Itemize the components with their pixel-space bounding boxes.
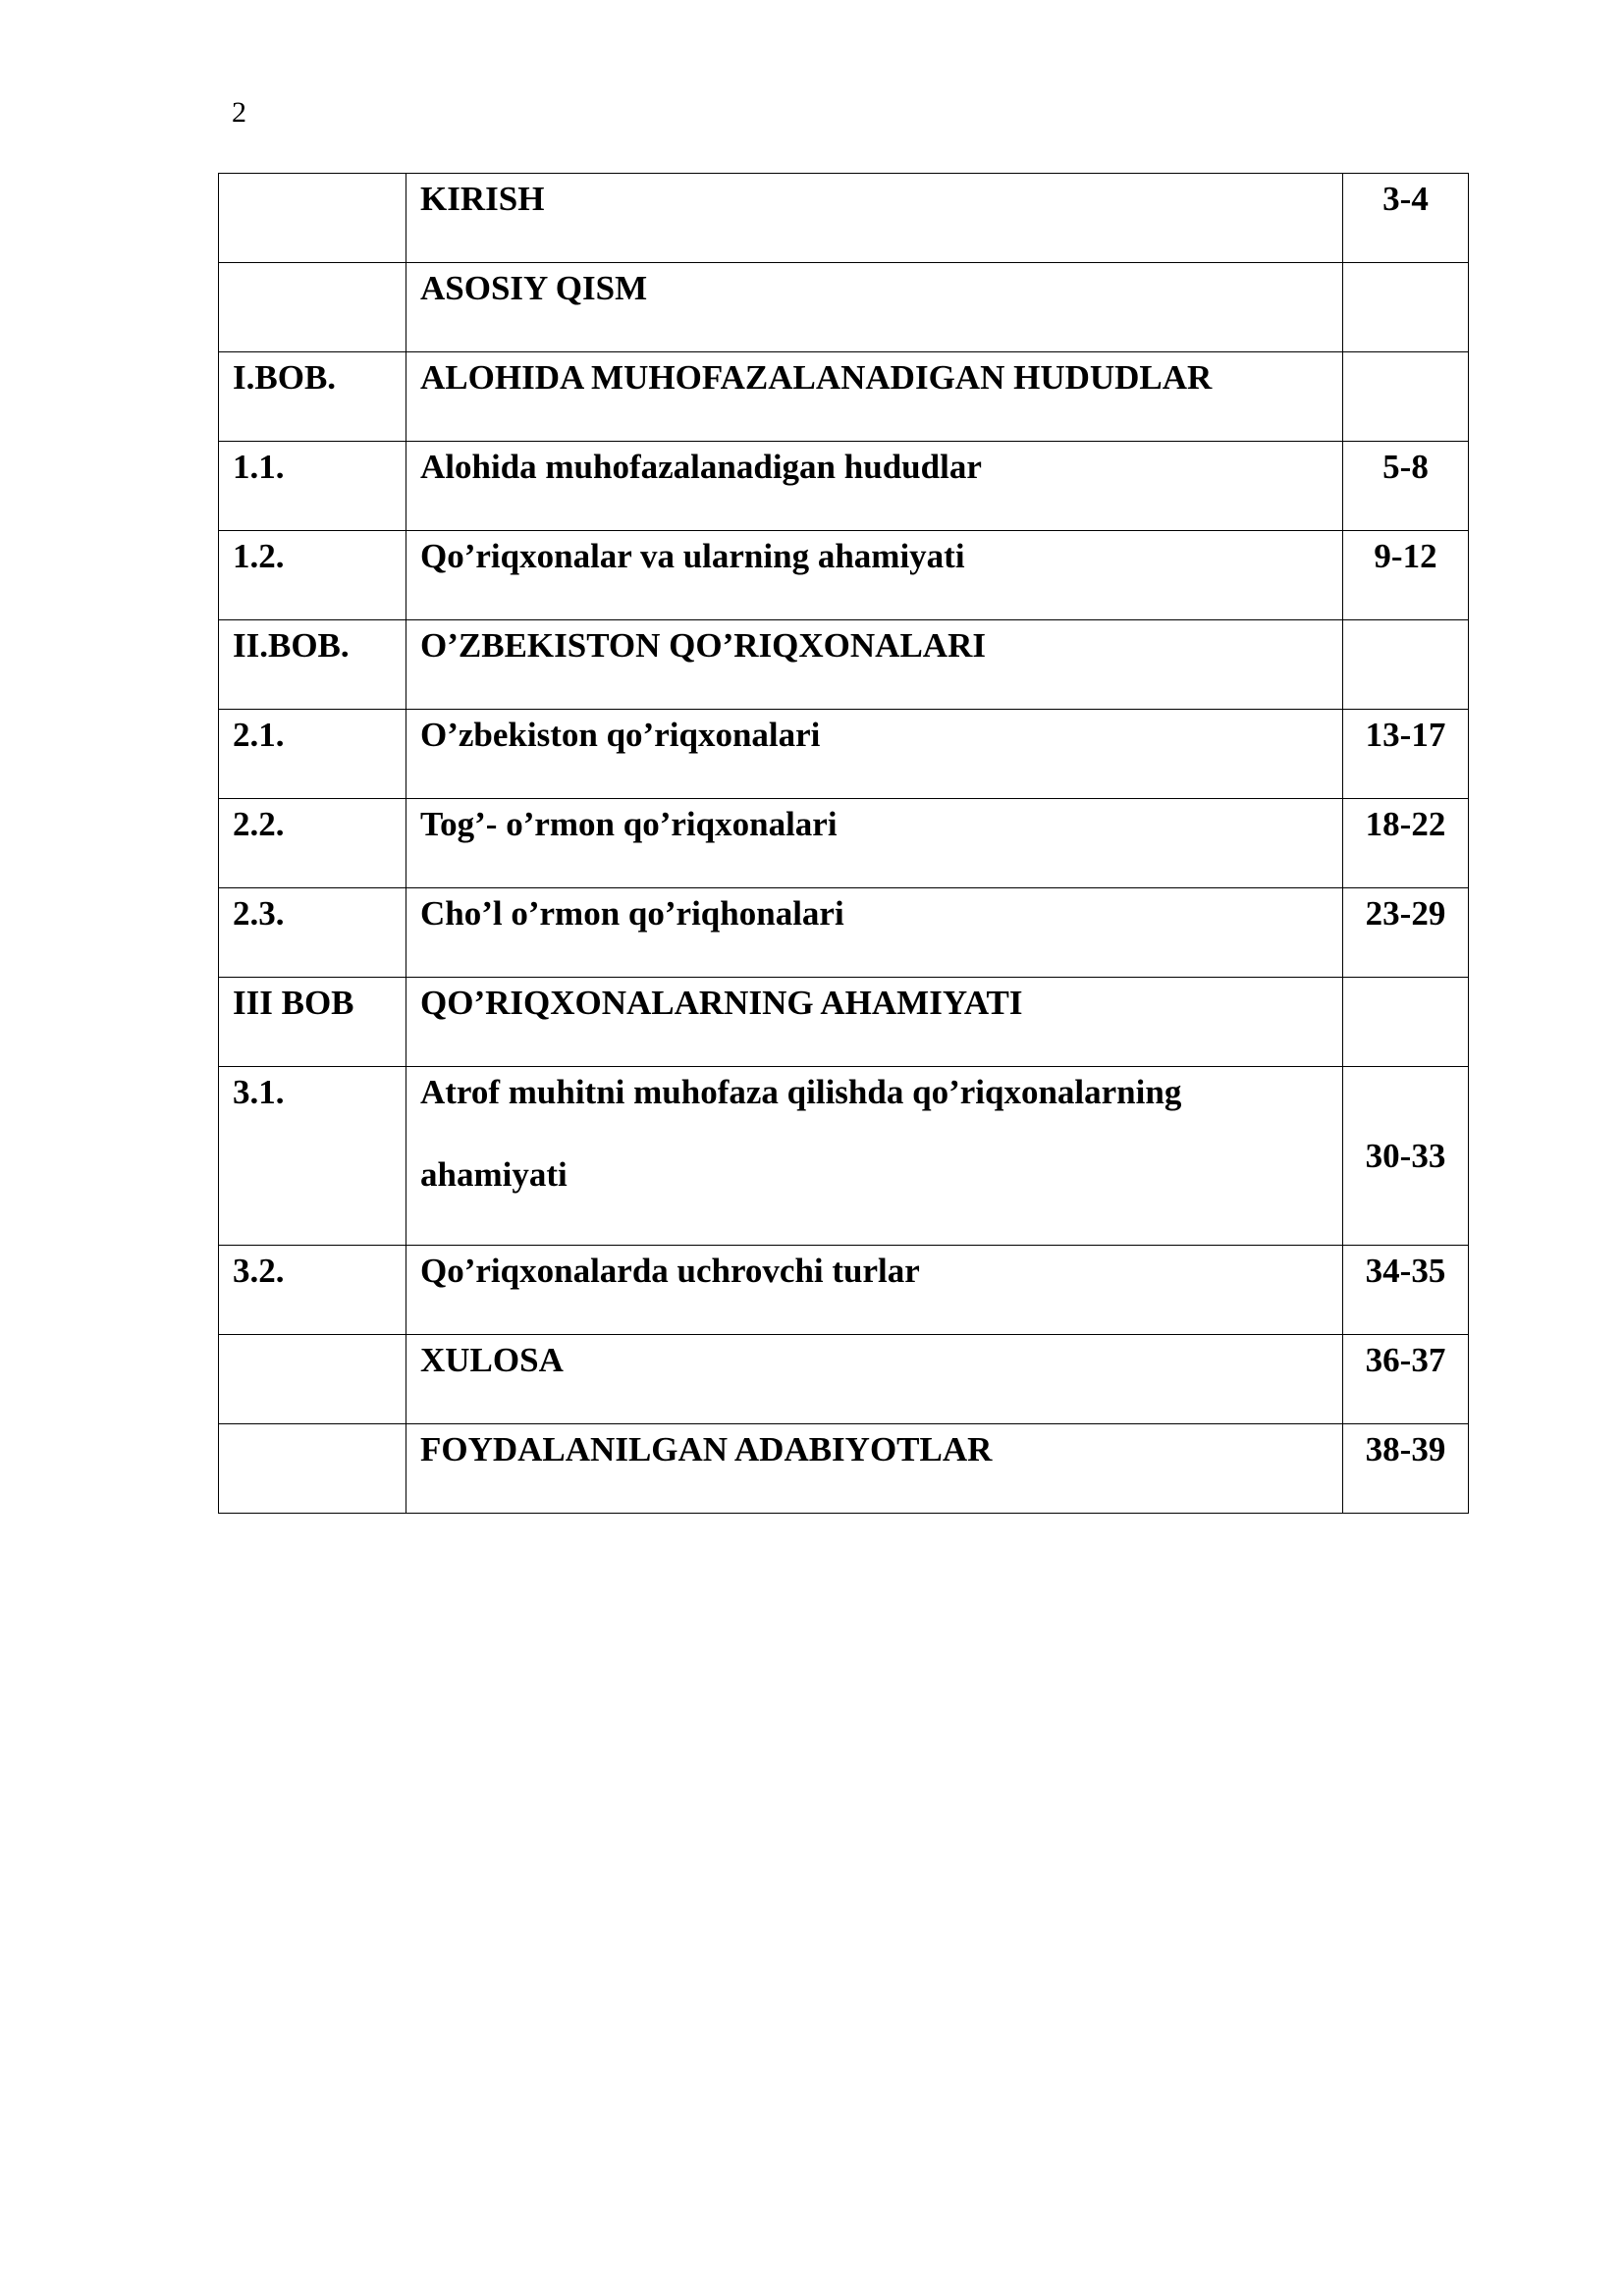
section-title: Alohida muhofazalanadigan hududlar (406, 442, 1343, 531)
toc-row (219, 620, 1469, 710)
page-range: 30-33 (1343, 1067, 1469, 1246)
section-number (219, 1335, 406, 1424)
section-title: KIRISH (406, 174, 1343, 263)
section-title: ASOSIY QISM (406, 263, 1343, 352)
section-title: FOYDALANILGAN ADABIYOTLAR (406, 1424, 1343, 1514)
section-title: Qo’riqxonalar va ularning ahamiyati (406, 531, 1343, 620)
page-range: 18-22 (1343, 799, 1469, 888)
section-number: 2.3. (219, 888, 406, 978)
toc-row (219, 174, 1469, 263)
section-number (219, 174, 406, 263)
toc-row (219, 442, 1469, 531)
toc-row (219, 531, 1469, 620)
toc-row (219, 1335, 1469, 1424)
section-title: QO’RIQXONALARNING AHAMIYATI (406, 978, 1343, 1067)
page-range (1343, 352, 1469, 442)
section-number: 3.2. (219, 1246, 406, 1335)
page-range: 34-35 (1343, 1246, 1469, 1335)
toc-row (219, 1067, 1469, 1246)
section-title: ALOHIDA MUHOFAZALANADIGAN HUDUDLAR (406, 352, 1343, 442)
page-range: 36-37 (1343, 1335, 1469, 1424)
section-title: O’zbekiston qo’riqxonalari (406, 710, 1343, 799)
section-number: 3.1. (219, 1067, 406, 1246)
section-title-text: Atrof muhitni muhofaza qilishda qo’riqxonalarning ahamiyati (420, 1073, 1182, 1194)
toc-row (219, 263, 1469, 352)
page-range (1343, 620, 1469, 710)
section-title: Qo’riqxonalarda uchrovchi turlar (406, 1246, 1343, 1335)
section-number: 1.2. (219, 531, 406, 620)
page-range (1343, 263, 1469, 352)
section-number (219, 1424, 406, 1514)
table-of-contents (218, 173, 1469, 1514)
toc-row (219, 799, 1469, 888)
section-number: 2.2. (219, 799, 406, 888)
page-range: 13-17 (1343, 710, 1469, 799)
toc-row (219, 352, 1469, 442)
page-range: 3-4 (1343, 174, 1469, 263)
toc-row (219, 1424, 1469, 1514)
section-title (406, 1067, 1343, 1246)
page-range: 9-12 (1343, 531, 1469, 620)
section-number: I.BOB. (219, 352, 406, 442)
page-number: 2 (232, 96, 246, 129)
toc-row (219, 710, 1469, 799)
section-number (219, 263, 406, 352)
toc-row (219, 1246, 1469, 1335)
page-range: 23-29 (1343, 888, 1469, 978)
section-number: 2.1. (219, 710, 406, 799)
section-number: II.BOB. (219, 620, 406, 710)
section-title: Tog’- o’rmon qo’riqxonalari (406, 799, 1343, 888)
section-number: III BOB (219, 978, 406, 1067)
toc-row (219, 888, 1469, 978)
page-range (1343, 978, 1469, 1067)
section-number: 1.1. (219, 442, 406, 531)
section-title: XULOSA (406, 1335, 1343, 1424)
section-title: Cho’l o’rmon qo’riqhonalari (406, 888, 1343, 978)
page-range: 5-8 (1343, 442, 1469, 531)
section-title: O’ZBEKISTON QO’RIQXONALARI (406, 620, 1343, 710)
page-range: 38-39 (1343, 1424, 1469, 1514)
